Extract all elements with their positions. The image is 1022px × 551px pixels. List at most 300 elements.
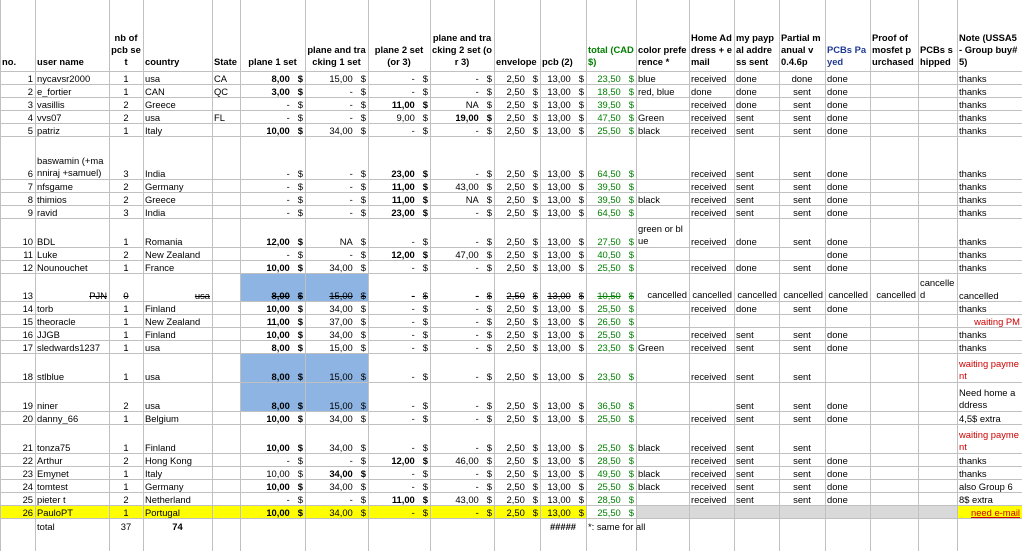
shipped-status[interactable] bbox=[920, 179, 955, 192]
plane-tracking1-price[interactable] bbox=[307, 110, 366, 123]
note[interactable]: thanks bbox=[959, 125, 987, 136]
note[interactable]: 8$ extra bbox=[959, 494, 993, 505]
note[interactable]: thanks bbox=[959, 112, 987, 123]
envelope-price[interactable] bbox=[496, 273, 538, 301]
note[interactable]: thanks bbox=[959, 468, 987, 479]
header-plane1[interactable]: plane 1 set bbox=[248, 56, 297, 67]
plane2-price[interactable] bbox=[370, 136, 428, 179]
user-name[interactable]: PauloPT bbox=[37, 507, 73, 518]
envelope-price[interactable] bbox=[496, 505, 538, 518]
envelope-price[interactable] bbox=[496, 479, 538, 492]
home-address-status[interactable]: received bbox=[691, 125, 727, 136]
nb-pcb-set[interactable]: 2 bbox=[123, 400, 129, 411]
manual-status[interactable]: sent bbox=[793, 168, 811, 179]
envelope-price[interactable] bbox=[496, 424, 538, 453]
color-preference[interactable] bbox=[638, 247, 687, 260]
paypal-status[interactable]: sent bbox=[736, 494, 754, 505]
plane-tracking2-price[interactable] bbox=[432, 340, 492, 353]
shipped-status[interactable] bbox=[920, 424, 955, 453]
paypal-status[interactable]: sent bbox=[736, 329, 754, 340]
note[interactable]: cancelled bbox=[959, 290, 999, 301]
nb-pcb-set[interactable]: 2 bbox=[123, 455, 129, 466]
plane2-price[interactable] bbox=[370, 492, 428, 505]
manual-status[interactable]: sent bbox=[793, 494, 811, 505]
color-preference[interactable]: black bbox=[638, 442, 660, 453]
plane1-price[interactable] bbox=[242, 382, 303, 411]
country[interactable]: Finland bbox=[145, 329, 176, 340]
paypal-status[interactable]: sent bbox=[736, 468, 754, 479]
plane-tracking1-price[interactable] bbox=[307, 218, 366, 247]
paypal-status[interactable]: sent bbox=[736, 455, 754, 466]
pcb-price[interactable] bbox=[542, 123, 584, 136]
pcb-price[interactable] bbox=[542, 218, 584, 247]
plane2-price[interactable] bbox=[370, 179, 428, 192]
row-number[interactable]: 23 bbox=[22, 468, 33, 479]
manual-status[interactable]: sent bbox=[793, 86, 811, 97]
mosfet-proof-status[interactable]: cancelled bbox=[876, 289, 916, 300]
pcbs-payed-status[interactable] bbox=[827, 505, 868, 518]
country[interactable]: CAN bbox=[145, 86, 165, 97]
state[interactable] bbox=[214, 382, 238, 411]
envelope-price[interactable] bbox=[496, 411, 538, 424]
state[interactable] bbox=[214, 179, 238, 192]
pcbs-payed-status[interactable]: done bbox=[827, 207, 848, 218]
note[interactable]: thanks bbox=[959, 249, 987, 260]
plane-tracking2-price[interactable] bbox=[432, 136, 492, 179]
manual-status[interactable]: sent bbox=[793, 125, 811, 136]
country[interactable]: usa bbox=[145, 400, 161, 411]
mosfet-proof-status[interactable] bbox=[872, 205, 916, 218]
home-address-status[interactable]: received bbox=[691, 371, 727, 382]
plane-tracking2-price[interactable] bbox=[432, 353, 492, 382]
pcb-price[interactable] bbox=[542, 411, 584, 424]
plane-tracking2-price[interactable] bbox=[432, 97, 492, 110]
mosfet-proof-status[interactable] bbox=[872, 340, 916, 353]
pcb-price[interactable] bbox=[542, 382, 584, 411]
total-price[interactable] bbox=[588, 205, 634, 218]
user-name[interactable]: PJN bbox=[89, 290, 107, 301]
manual-status[interactable]: sent bbox=[793, 329, 811, 340]
row-number[interactable]: 24 bbox=[22, 481, 33, 492]
plane1-price[interactable] bbox=[242, 84, 303, 97]
note[interactable]: thanks bbox=[959, 73, 987, 84]
color-preference[interactable] bbox=[638, 179, 687, 192]
row-number[interactable]: 1 bbox=[27, 73, 33, 84]
envelope-price[interactable] bbox=[496, 136, 538, 179]
pcb-price[interactable] bbox=[542, 260, 584, 273]
color-preference[interactable] bbox=[638, 411, 687, 424]
shipped-status[interactable] bbox=[920, 382, 955, 411]
pcb-price[interactable] bbox=[542, 479, 584, 492]
country[interactable]: Italy bbox=[145, 468, 163, 479]
row-number[interactable]: 16 bbox=[22, 329, 33, 340]
total-price[interactable] bbox=[588, 301, 634, 314]
home-address-status[interactable]: received bbox=[691, 442, 727, 453]
nb-pcb-set[interactable]: 1 bbox=[123, 316, 129, 327]
country[interactable]: France bbox=[145, 262, 175, 273]
pcbs-payed-status[interactable]: cancelled bbox=[828, 289, 868, 300]
user-name[interactable]: Arthur bbox=[37, 455, 63, 466]
manual-status[interactable]: sent bbox=[793, 400, 811, 411]
plane-tracking2-price[interactable] bbox=[432, 247, 492, 260]
row-number[interactable]: 13 bbox=[22, 290, 33, 301]
nb-pcb-set[interactable]: 1 bbox=[123, 342, 129, 353]
color-preference[interactable] bbox=[638, 327, 687, 340]
home-address-status[interactable] bbox=[691, 247, 732, 260]
total-price[interactable] bbox=[588, 247, 634, 260]
plane1-price[interactable] bbox=[242, 301, 303, 314]
shipped-status[interactable] bbox=[920, 340, 955, 353]
plane-tracking1-price[interactable] bbox=[307, 260, 366, 273]
pcbs-payed-status[interactable]: done bbox=[827, 73, 848, 84]
plane2-price[interactable] bbox=[370, 505, 428, 518]
pcbs-payed-status[interactable]: done bbox=[827, 303, 848, 314]
home-address-status[interactable] bbox=[691, 382, 732, 411]
header-note[interactable]: Note (USSA5 - Group buy#5) bbox=[959, 32, 1018, 67]
plane1-price[interactable] bbox=[242, 273, 303, 301]
note[interactable]: Need home address bbox=[959, 387, 1016, 410]
note[interactable]: thanks bbox=[959, 236, 987, 247]
manual-status[interactable]: sent bbox=[793, 468, 811, 479]
paypal-status[interactable]: sent bbox=[736, 442, 754, 453]
shipped-status[interactable] bbox=[920, 247, 955, 260]
plane-tracking2-price[interactable] bbox=[432, 411, 492, 424]
color-preference[interactable]: black bbox=[638, 125, 660, 136]
state[interactable] bbox=[214, 479, 238, 492]
plane-tracking2-price[interactable] bbox=[432, 453, 492, 466]
user-name[interactable]: nycavsr2000 bbox=[37, 73, 91, 84]
plane-tracking2-price[interactable] bbox=[432, 179, 492, 192]
envelope-price[interactable] bbox=[496, 301, 538, 314]
plane-tracking1-price[interactable] bbox=[307, 314, 366, 327]
mosfet-proof-status[interactable] bbox=[872, 110, 916, 123]
mosfet-proof-status[interactable] bbox=[872, 218, 916, 247]
plane-tracking2-price[interactable] bbox=[432, 301, 492, 314]
user-name[interactable]: pieter t bbox=[37, 494, 66, 505]
nb-pcb-set[interactable]: 2 bbox=[123, 112, 129, 123]
country[interactable]: Finland bbox=[145, 442, 176, 453]
color-preference[interactable] bbox=[638, 505, 687, 518]
row-number[interactable]: 26 bbox=[22, 507, 33, 518]
pcbs-payed-status[interactable]: done bbox=[827, 413, 848, 424]
plane2-price[interactable] bbox=[370, 84, 428, 97]
plane-tracking2-price[interactable] bbox=[432, 260, 492, 273]
user-name[interactable]: danny_66 bbox=[37, 413, 79, 424]
header-shipped[interactable]: PCBs shipped bbox=[920, 44, 953, 67]
paypal-status[interactable]: sent bbox=[736, 181, 754, 192]
color-preference[interactable] bbox=[638, 314, 687, 327]
color-preference[interactable] bbox=[638, 301, 687, 314]
paypal-status[interactable]: sent bbox=[736, 342, 754, 353]
home-address-status[interactable]: received bbox=[691, 181, 727, 192]
state[interactable] bbox=[214, 340, 238, 353]
plane-tracking1-price[interactable] bbox=[307, 453, 366, 466]
paypal-status[interactable] bbox=[736, 247, 777, 260]
note[interactable]: also Group 6 bbox=[959, 481, 1013, 492]
note[interactable]: thanks bbox=[959, 99, 987, 110]
pcbs-payed-status[interactable]: done bbox=[827, 99, 848, 110]
color-preference[interactable]: green or blue bbox=[638, 223, 683, 246]
envelope-price[interactable] bbox=[496, 110, 538, 123]
shipped-status[interactable] bbox=[920, 136, 955, 179]
plane2-price[interactable] bbox=[370, 382, 428, 411]
envelope-price[interactable] bbox=[496, 123, 538, 136]
user-name[interactable]: ravid bbox=[37, 207, 58, 218]
total-price[interactable] bbox=[588, 71, 634, 84]
plane-tracking2-price[interactable] bbox=[432, 479, 492, 492]
total-price[interactable] bbox=[588, 97, 634, 110]
total-price[interactable] bbox=[588, 479, 634, 492]
mosfet-proof-status[interactable] bbox=[872, 71, 916, 84]
state[interactable] bbox=[214, 466, 238, 479]
paypal-status[interactable]: sent bbox=[736, 371, 754, 382]
country[interactable]: India bbox=[145, 207, 166, 218]
plane-tracking1-price[interactable] bbox=[307, 301, 366, 314]
paypal-status[interactable]: cancelled bbox=[737, 289, 777, 300]
plane1-price[interactable] bbox=[242, 453, 303, 466]
mosfet-proof-status[interactable] bbox=[872, 453, 916, 466]
pcbs-payed-status[interactable]: done bbox=[827, 168, 848, 179]
plane1-price[interactable] bbox=[242, 340, 303, 353]
plane-tracking2-price[interactable] bbox=[432, 327, 492, 340]
row-number[interactable]: 17 bbox=[22, 342, 33, 353]
total-price[interactable] bbox=[588, 505, 634, 518]
plane-tracking1-price[interactable] bbox=[307, 353, 366, 382]
pcb-price[interactable] bbox=[542, 179, 584, 192]
color-preference[interactable] bbox=[638, 260, 687, 273]
country[interactable]: Greece bbox=[145, 99, 176, 110]
state[interactable] bbox=[214, 123, 238, 136]
pcbs-payed-status[interactable]: done bbox=[827, 125, 848, 136]
nb-pcb-set[interactable]: 1 bbox=[123, 329, 129, 340]
header-envelope[interactable]: envelope bbox=[496, 56, 537, 67]
manual-status[interactable]: cancelled bbox=[783, 289, 823, 300]
manual-status[interactable]: sent bbox=[793, 262, 811, 273]
mosfet-proof-status[interactable] bbox=[872, 466, 916, 479]
home-address-status[interactable]: received bbox=[691, 303, 727, 314]
mosfet-proof-status[interactable] bbox=[872, 84, 916, 97]
note[interactable]: thanks bbox=[959, 86, 987, 97]
paypal-status[interactable] bbox=[736, 314, 777, 327]
state[interactable] bbox=[214, 273, 238, 301]
plane-tracking2-price[interactable] bbox=[432, 71, 492, 84]
note[interactable]: thanks bbox=[959, 168, 987, 179]
row-number[interactable]: 10 bbox=[22, 236, 33, 247]
note[interactable]: thanks bbox=[959, 194, 987, 205]
color-preference[interactable] bbox=[638, 453, 687, 466]
user-name[interactable]: JJGB bbox=[37, 329, 60, 340]
color-preference[interactable]: Green bbox=[638, 112, 665, 123]
home-address-status[interactable]: cancelled bbox=[692, 289, 732, 300]
plane2-price[interactable] bbox=[370, 340, 428, 353]
nb-pcb-set[interactable]: 1 bbox=[123, 125, 129, 136]
user-name[interactable]: niner bbox=[37, 400, 58, 411]
header-plane-tracking1[interactable]: plane and tracking 1 set bbox=[307, 44, 366, 67]
home-address-status[interactable]: received bbox=[691, 494, 727, 505]
pcb-price[interactable] bbox=[542, 84, 584, 97]
home-address-status[interactable]: received bbox=[691, 329, 727, 340]
plane1-price[interactable] bbox=[242, 123, 303, 136]
color-preference[interactable] bbox=[638, 492, 687, 505]
nb-pcb-set[interactable]: 2 bbox=[123, 494, 129, 505]
paypal-status[interactable] bbox=[736, 505, 777, 518]
home-address-status[interactable]: received bbox=[691, 112, 727, 123]
nb-pcb-set[interactable]: 1 bbox=[123, 481, 129, 492]
total-price[interactable] bbox=[588, 218, 634, 247]
plane2-price[interactable] bbox=[370, 314, 428, 327]
nb-pcb-set[interactable]: 1 bbox=[123, 468, 129, 479]
pcb-price[interactable] bbox=[542, 505, 584, 518]
mosfet-proof-status[interactable] bbox=[872, 123, 916, 136]
manual-status[interactable] bbox=[781, 505, 823, 518]
note[interactable]: waiting payment bbox=[959, 358, 1019, 381]
state[interactable] bbox=[214, 492, 238, 505]
user-name[interactable]: e_fortier bbox=[37, 86, 72, 97]
home-address-status[interactable]: received bbox=[691, 342, 727, 353]
header-nb[interactable]: nb of pcb set bbox=[111, 32, 141, 67]
note[interactable]: thanks bbox=[959, 262, 987, 273]
plane1-price[interactable] bbox=[242, 505, 303, 518]
header-state[interactable]: State bbox=[214, 56, 237, 67]
mosfet-proof-status[interactable] bbox=[872, 327, 916, 340]
manual-status[interactable]: sent bbox=[793, 207, 811, 218]
note[interactable]: thanks bbox=[959, 207, 987, 218]
mosfet-proof-status[interactable] bbox=[872, 192, 916, 205]
envelope-price[interactable] bbox=[496, 84, 538, 97]
row-number[interactable]: 8 bbox=[27, 194, 33, 205]
user-name[interactable]: torb bbox=[37, 303, 54, 314]
envelope-price[interactable] bbox=[496, 453, 538, 466]
envelope-price[interactable] bbox=[496, 382, 538, 411]
plane-tracking2-price[interactable] bbox=[432, 505, 492, 518]
pcbs-payed-status[interactable]: done bbox=[827, 481, 848, 492]
row-number[interactable]: 7 bbox=[27, 181, 33, 192]
total-price[interactable] bbox=[588, 424, 634, 453]
row-number[interactable]: 3 bbox=[27, 99, 33, 110]
pcb-price[interactable] bbox=[542, 340, 584, 353]
plane1-price[interactable] bbox=[242, 205, 303, 218]
state[interactable] bbox=[214, 247, 238, 260]
state[interactable]: QC bbox=[214, 86, 229, 97]
plane1-price[interactable] bbox=[242, 411, 303, 424]
total-price[interactable] bbox=[588, 353, 634, 382]
plane1-price[interactable] bbox=[242, 97, 303, 110]
plane-tracking1-price[interactable] bbox=[307, 424, 366, 453]
home-address-status[interactable]: received bbox=[691, 73, 727, 84]
color-preference[interactable] bbox=[638, 353, 687, 382]
envelope-price[interactable] bbox=[496, 71, 538, 84]
plane-tracking1-price[interactable] bbox=[307, 382, 366, 411]
shipped-status[interactable] bbox=[920, 301, 955, 314]
plane-tracking1-price[interactable] bbox=[307, 505, 366, 518]
home-address-status[interactable]: received bbox=[691, 99, 727, 110]
footer-overflow[interactable]: ##### bbox=[549, 521, 577, 532]
shipped-status[interactable] bbox=[920, 205, 955, 218]
plane-tracking2-price[interactable] bbox=[432, 192, 492, 205]
pcb-price[interactable] bbox=[542, 205, 584, 218]
header-total[interactable]: total (CAD $) bbox=[588, 44, 634, 67]
shipped-status[interactable] bbox=[920, 110, 955, 123]
total-price[interactable] bbox=[588, 466, 634, 479]
country[interactable]: usa bbox=[145, 371, 161, 382]
plane-tracking1-price[interactable] bbox=[307, 205, 366, 218]
plane2-price[interactable] bbox=[370, 411, 428, 424]
footer-note[interactable]: *: same for all bbox=[588, 521, 646, 532]
header-proof[interactable]: Proof of mosfet purchased bbox=[872, 32, 914, 67]
plane1-price[interactable] bbox=[242, 424, 303, 453]
state[interactable] bbox=[214, 218, 238, 247]
pcb-price[interactable] bbox=[542, 314, 584, 327]
plane-tracking2-price[interactable] bbox=[432, 492, 492, 505]
plane-tracking1-price[interactable] bbox=[307, 273, 366, 301]
plane1-price[interactable] bbox=[242, 247, 303, 260]
nb-pcb-set[interactable]: 1 bbox=[123, 413, 129, 424]
state[interactable] bbox=[214, 505, 238, 518]
total-price[interactable] bbox=[588, 382, 634, 411]
header-user[interactable]: user name bbox=[37, 56, 84, 67]
header-plane2[interactable]: plane 2 set (or 3) bbox=[374, 44, 424, 67]
envelope-price[interactable] bbox=[496, 247, 538, 260]
row-number[interactable]: 15 bbox=[22, 316, 33, 327]
pcb-price[interactable] bbox=[542, 301, 584, 314]
plane2-price[interactable] bbox=[370, 71, 428, 84]
color-preference[interactable] bbox=[638, 205, 687, 218]
plane2-price[interactable] bbox=[370, 123, 428, 136]
country[interactable]: Portugal bbox=[145, 507, 180, 518]
color-preference[interactable]: black bbox=[638, 468, 660, 479]
plane-tracking2-price[interactable] bbox=[432, 314, 492, 327]
mosfet-proof-status[interactable] bbox=[872, 97, 916, 110]
state[interactable] bbox=[214, 301, 238, 314]
mosfet-proof-status[interactable] bbox=[872, 179, 916, 192]
note[interactable]: thanks bbox=[959, 303, 987, 314]
shipped-status[interactable] bbox=[920, 123, 955, 136]
plane-tracking2-price[interactable] bbox=[432, 218, 492, 247]
state[interactable] bbox=[214, 136, 238, 179]
note[interactable]: waiting PM bbox=[974, 316, 1020, 327]
user-name[interactable]: nfsgame bbox=[37, 181, 73, 192]
plane2-price[interactable] bbox=[370, 260, 428, 273]
plane2-price[interactable] bbox=[370, 273, 428, 301]
country[interactable]: Belgium bbox=[145, 413, 179, 424]
home-address-status[interactable]: received bbox=[691, 468, 727, 479]
note[interactable]: 4,5$ extra bbox=[959, 413, 1001, 424]
pcbs-payed-status[interactable]: done bbox=[827, 249, 848, 260]
pcbs-payed-status[interactable]: done bbox=[827, 262, 848, 273]
country[interactable]: India bbox=[145, 168, 166, 179]
user-name[interactable]: vasillis bbox=[37, 99, 65, 110]
shipped-status[interactable] bbox=[920, 411, 955, 424]
user-name[interactable]: stlblue bbox=[37, 371, 65, 382]
header-color[interactable]: color preference * bbox=[638, 44, 687, 67]
home-address-status[interactable]: done bbox=[691, 86, 712, 97]
footer-total-label[interactable]: total bbox=[37, 521, 55, 532]
country[interactable]: Germany bbox=[145, 481, 184, 492]
total-price[interactable] bbox=[588, 179, 634, 192]
nb-pcb-set[interactable]: 1 bbox=[123, 86, 129, 97]
pcb-price[interactable] bbox=[542, 424, 584, 453]
state[interactable] bbox=[214, 453, 238, 466]
plane2-price[interactable] bbox=[370, 327, 428, 340]
plane-tracking1-price[interactable] bbox=[307, 179, 366, 192]
plane-tracking1-price[interactable] bbox=[307, 479, 366, 492]
shipped-status[interactable] bbox=[920, 479, 955, 492]
header-home[interactable]: Home Address + email bbox=[691, 32, 732, 67]
shipped-status[interactable] bbox=[920, 492, 955, 505]
mosfet-proof-status[interactable] bbox=[872, 479, 916, 492]
paypal-status[interactable]: sent bbox=[736, 400, 754, 411]
nb-pcb-set[interactable]: 1 bbox=[123, 236, 129, 247]
